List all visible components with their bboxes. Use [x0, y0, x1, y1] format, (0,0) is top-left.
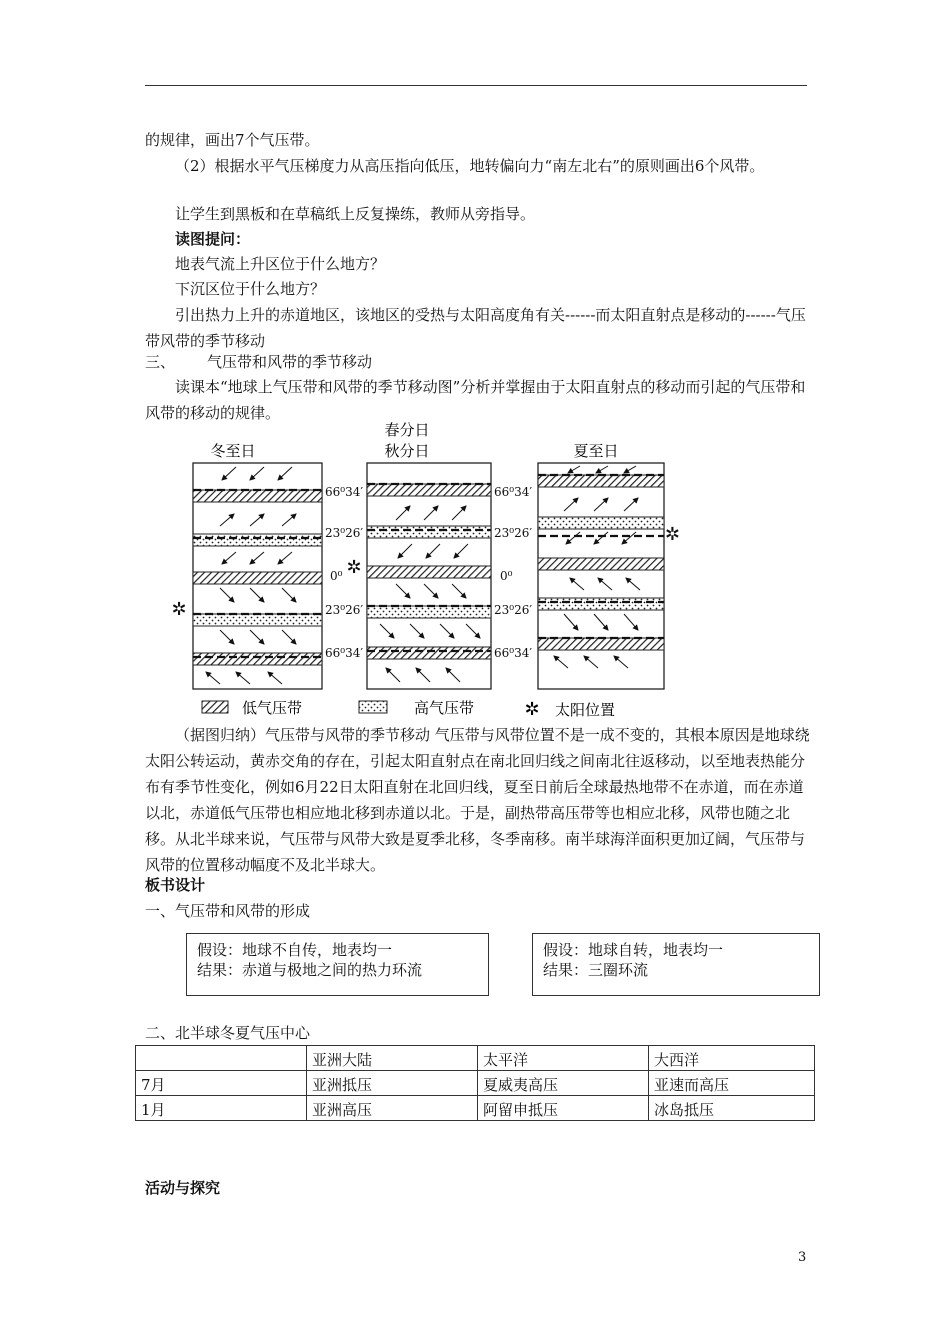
box2-line2: 结果：三圈环流 [543, 961, 649, 979]
lat-23n-right: 23⁰26′ [494, 526, 533, 540]
box1-line2: 结果：赤道与极地之间的热力环流 [197, 961, 423, 979]
lat-23n-left: 23⁰26′ [325, 526, 364, 540]
table-header-cell: 大西洋 [649, 1046, 815, 1071]
title-autumn-equinox: 秋分日 [384, 442, 430, 460]
box2-line1: 假设：地球自转，地表均一 [543, 941, 724, 959]
title-winter: 冬至日 [210, 442, 256, 460]
table-cell: 亚洲抵压 [307, 1071, 478, 1096]
header-rule [145, 85, 807, 86]
paragraph: 的规律，画出7个气压带。 [145, 131, 320, 149]
table-cell: 1月 [136, 1096, 307, 1121]
legend-high-label: 高气压带 [414, 699, 475, 717]
lat-23s-left: 23⁰26′ [325, 603, 364, 617]
paragraph: 让学生到黑板和在草稿纸上反复操练，教师从旁指导。 [175, 205, 536, 223]
paragraph: 下沉区位于什么地方？ [175, 280, 326, 298]
hypothesis-box-1 [186, 933, 489, 996]
lat-23s-right: 23⁰26′ [494, 603, 533, 617]
paragraph: （2）根据水平气压梯度力从高压指向低压，地转偏向力“南左北右”的原则画出6个风带。 [175, 157, 765, 175]
legend-sun-label: 太阳位置 [555, 701, 616, 719]
title-spring-equinox: 春分日 [384, 421, 430, 439]
table-row [136, 1071, 815, 1096]
table-header-row [136, 1046, 815, 1071]
table-header-cell: 亚洲大陆 [307, 1046, 478, 1071]
lat-0-right: 0⁰ [500, 569, 513, 583]
lat-66n-left: 66⁰34′ [325, 485, 364, 499]
paragraph: 地表气流上升区位于什么地方？ [175, 255, 386, 273]
page-number: 3 [798, 1250, 807, 1265]
legend-low-label: 低气压带 [242, 699, 303, 717]
subheading: 读图提问： [175, 230, 251, 248]
hypothesis-box-2 [532, 933, 820, 996]
section-heading [145, 349, 810, 375]
legend-low-swatch [202, 701, 228, 713]
lat-66n-right: 66⁰34′ [494, 485, 533, 499]
board-section-1: 一、气压带和风带的形成 [145, 902, 311, 920]
paragraph: 读课本“地球上气压带和风带的季节移动图”分析并掌握由于太阳直射点的移动而引起的气压带和风带的移动的规律。 [145, 378, 806, 422]
table-cell: 夏威夷高压 [478, 1071, 649, 1096]
table-header-cell: 太平洋 [478, 1046, 649, 1071]
panel-winter [193, 463, 322, 689]
table-cell: 冰岛抵压 [649, 1096, 815, 1121]
table-cell: 亚洲高压 [307, 1096, 478, 1121]
section-number: 三、 [145, 353, 176, 371]
sun-icon: ✲ [171, 599, 187, 620]
table-row [136, 1096, 815, 1121]
sun-icon: ✲ [664, 524, 680, 545]
paragraph: 引出热力上升的赤道地区，该地区的受热与太阳高度角有关------而太阳直射点是移动的------气压带风带的季节移动 [145, 306, 806, 350]
table-cell: 7月 [136, 1071, 307, 1096]
board-heading: 板书设计 [145, 876, 206, 894]
panel-equinox [367, 463, 491, 689]
sun-icon: ✲ [346, 557, 362, 578]
title-summer: 夏至日 [573, 442, 619, 460]
table-cell: 亚速而高压 [649, 1071, 815, 1096]
box1-line1: 假设：地球不自传，地表均一 [197, 941, 393, 959]
legend-sun-icon: ✲ [524, 699, 540, 720]
pressure-center-table [135, 1045, 815, 1121]
lat-0-left: 0⁰ [330, 569, 343, 583]
legend-high-swatch [359, 701, 387, 713]
activity-heading: 活动与探究 [145, 1179, 221, 1197]
lat-66s-right: 66⁰34′ [494, 646, 533, 660]
board-section-2: 二、北半球冬夏气压中心 [145, 1024, 311, 1042]
section-title: 气压带和风带的季节移动 [207, 353, 373, 371]
lat-66s-left: 66⁰34′ [325, 646, 364, 660]
summary-paragraph: （据图归纳）气压带与风带的季节移动 气压带与风带位置不是一成不变的，其根本原因是地球绕太阳公转运动，黄赤交角的存在，引起太阳直射点在南北回归线之间南北往返移动，以至地表热能分布有季节性变化，例如6月22日太阳直射在北回归线，夏至日前后全球最热地带不在赤道，而在赤道以北，赤道低气压带也相应地北移到赤道以北。于是，副热带高压带等也相应北移，风带也随之北移。从北半球来说，气压带与风带大致是夏季北移，冬季南移。南半球海洋面积更加辽阔，气压带与风带的位置移动幅度不及北半球大。 [145, 726, 810, 874]
panel-summer [538, 463, 664, 689]
pressure-belt-diagram [160, 418, 680, 723]
table-cell: 阿留申抵压 [478, 1096, 649, 1121]
table-header-cell [136, 1046, 307, 1071]
